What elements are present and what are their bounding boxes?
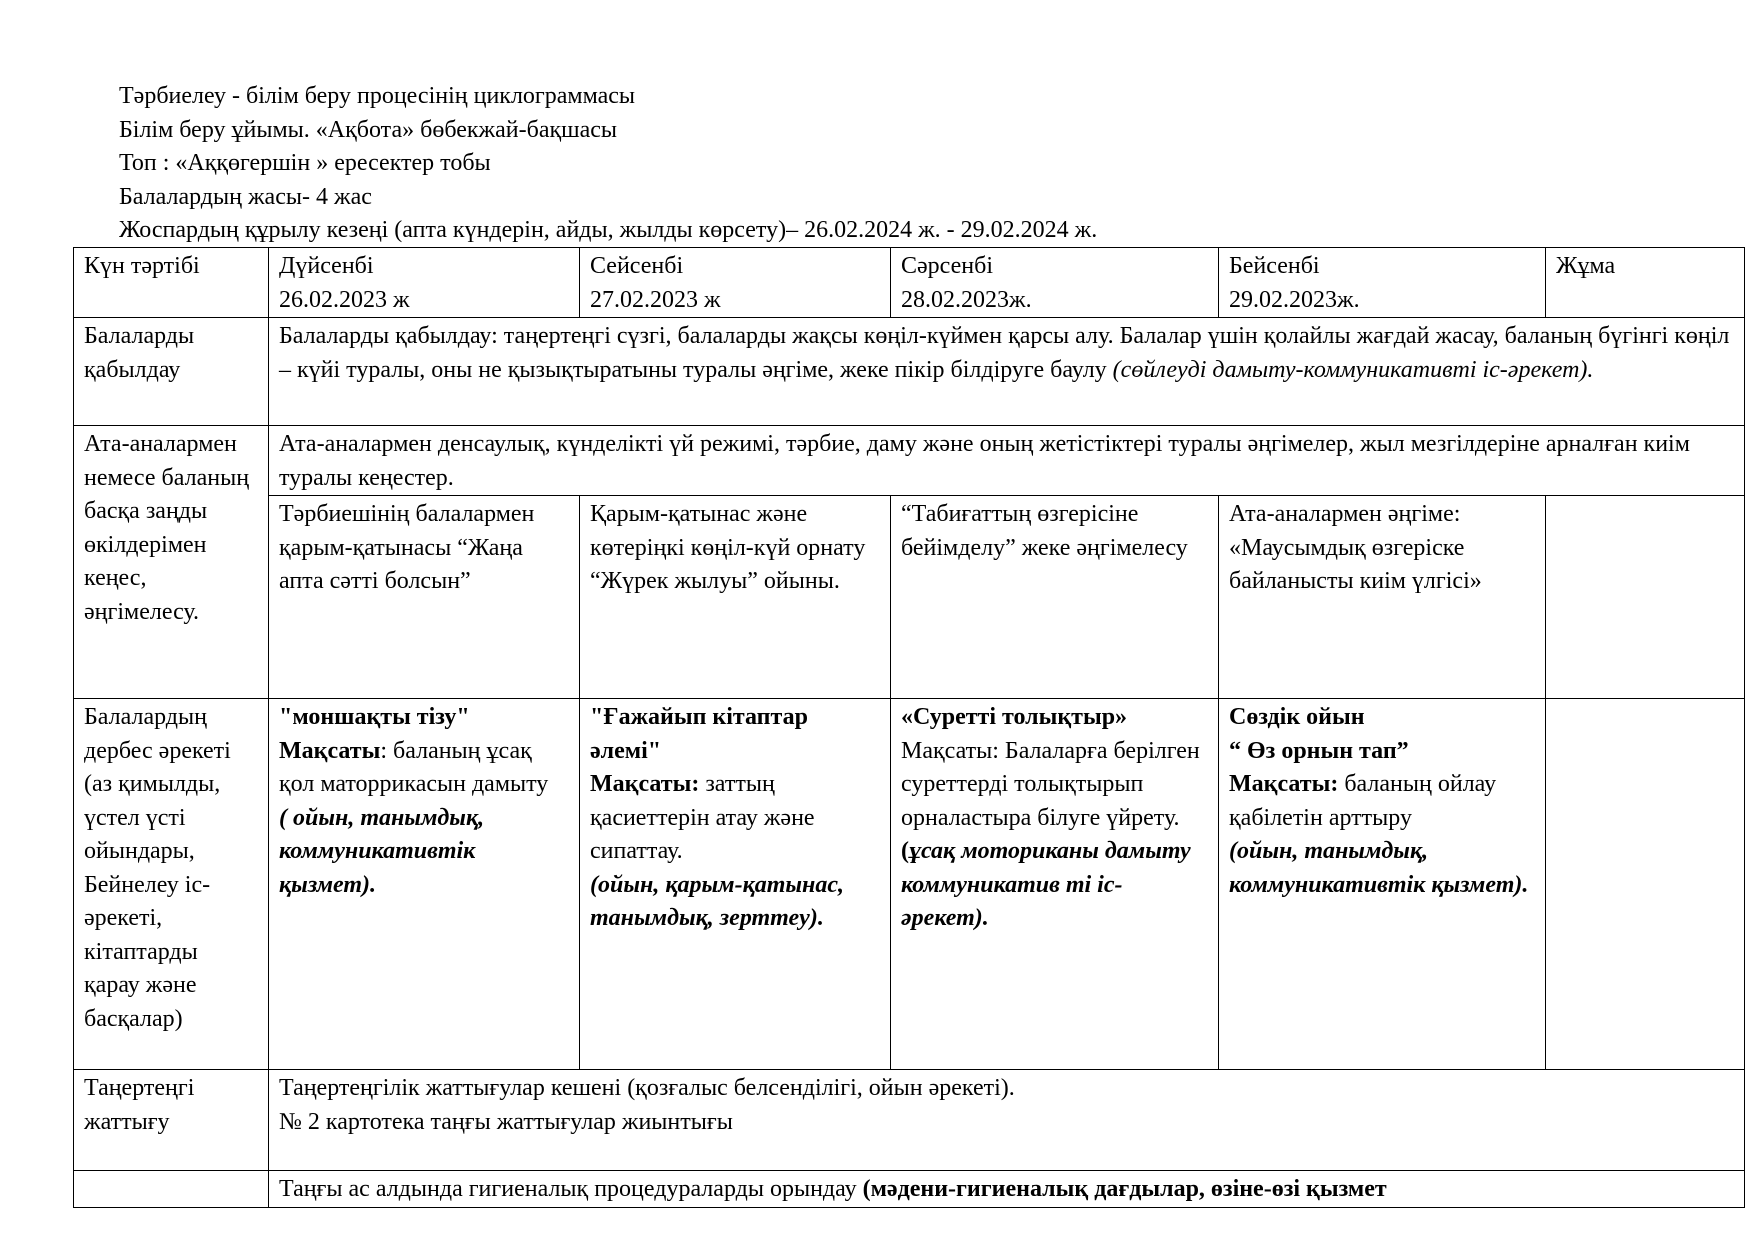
goal-label: Мақсаты (279, 737, 381, 764)
day-name: Дүйсенбі (279, 253, 374, 279)
activity-note: ұсақ моториканы дамыту коммуникатив ті іс-әрекет). (901, 838, 1191, 931)
parents-friday (1546, 496, 1745, 699)
header-cell-monday (269, 248, 580, 318)
parents-common-text: Ата-аналармен денсаулық, күнделікті үй режимі, тәрбие, даму және оның жетістіктері туралы әңгімелер, жыл мезгілдеріне арналған киім туралы кеңестер. (269, 426, 1745, 496)
table-row-hygiene (74, 1171, 1745, 1208)
note-open: ( (901, 838, 909, 864)
day-name: Сейсенбі (590, 253, 684, 279)
hygiene-text: Таңғы ас алдында гигиеналық процедураларды орындау (мәдени-гигиеналық дағдылар, өзіне-өзі қызмет (269, 1171, 1745, 1208)
goal-label: Мақсаты: (590, 771, 700, 797)
row-label-exercise: Таңертеңгі жаттығу (74, 1070, 269, 1171)
schedule-table (73, 247, 1745, 1208)
goal-text: : баланың ұсақ қол маторрикасын дамыту (279, 737, 549, 797)
header-title: Тәрбиелеу - білім беру процесінің циклограммасы (119, 83, 636, 109)
table-row-parents (74, 426, 1745, 496)
activity-title: «Суретті толықтыр» (901, 704, 1128, 730)
activity-note: (ойын, танымдық, коммуникативтік қызмет). (1229, 838, 1529, 898)
day-date: 27.02.2023 ж (590, 286, 721, 313)
row-label-parents: Ата-аналармен немесе баланың басқа заңды өкілдерімен кеңес, әңгімелесу. (74, 426, 269, 699)
activity-title: "Ғажайып кітаптар әлемі" (590, 704, 808, 764)
table-row-exercise (74, 1070, 1745, 1171)
table-row-activity (74, 699, 1745, 1070)
activity-monday (269, 699, 580, 1070)
day-name: Сәрсенбі (901, 253, 993, 279)
parents-wednesday: “Табиғаттың өзгерісіне бейімделу” жеке әңгімелесу (891, 496, 1219, 699)
row-label-hygiene (74, 1171, 269, 1208)
day-date: 28.02.2023ж. (901, 286, 1032, 313)
activity-note: (ойын, қарым-қатынас, танымдық, зерттеу). (590, 871, 845, 931)
parents-tuesday: Қарым-қатынас және көтеріңкі көңіл-күй орнату “Жүрек жылуы” ойыны. (580, 496, 891, 699)
goal-text: Мақсаты: Балаларға берілген суреттерді толықтырып орналастыра білуге үйрету. (901, 737, 1200, 831)
header-period: Жоспардың құрылу кезеңі (апта күндерін, айды, жылды көрсету)– 26.02.2024 ж. - 29.02.2024 ж. (119, 217, 1098, 243)
reception-note: (сөйлеуді дамыту-коммуникативті іс-әрекет). (1112, 356, 1594, 383)
activity-friday (1546, 699, 1745, 1070)
reception-text: Балаларды қабылдау: таңертеңгі сүзгі, балаларды жақсы көңіл-күймен қарсы алу. Балалар үшін қолайлы жағдай жасау, баланың бүгінгі көңіл – күйі туралы, оны не қызықтыратыны туралы әңгіме, жеке пікір білдіруге баулу (сөйлеуді дамыту-коммуникативті іс-әрекет). (269, 318, 1745, 426)
row-label-activity: Балалардың дербес әрекеті (аз қимылды, үстел үсті ойындары, Бейнелеу іс-әрекеті, кітаптарды қарау және басқалар) (74, 699, 269, 1070)
parents-monday: Тәрбиешінің балалармен қарым-қатынасы “Жаңа апта сәтті болсын” (269, 496, 580, 699)
hygiene-bold: (мәдени-гигиеналық дағдылар, өзіне-өзі қызмет (862, 1176, 1387, 1202)
header-cell-friday (1546, 248, 1745, 318)
exercise-text (269, 1070, 1745, 1171)
activity-thursday (1219, 699, 1546, 1070)
day-date: 26.02.2023 ж (279, 286, 410, 313)
goal-text: заттың қасиеттерін атау және сипаттау. (590, 771, 815, 864)
header-cell-thursday (1219, 248, 1546, 318)
day-name: Бейсенбі (1229, 253, 1320, 279)
exercise-line: Таңертеңгілік жаттығулар кешені (қозғалыс белсенділігі, ойын әрекеті). (279, 1075, 1015, 1101)
activity-wednesday (891, 699, 1219, 1070)
row-label-reception: Балаларды қабылдау (74, 318, 269, 426)
header-organization: Білім беру ұйымы. «Ақбота» бөбекжай-бақшасы (119, 116, 618, 143)
activity-tuesday (580, 699, 891, 1070)
table-row-parents-days (74, 496, 1745, 699)
parents-thursday: Ата-аналармен әңгіме: «Маусымдық өзгеріске байланысты киім үлгісі» (1219, 496, 1546, 699)
header-group: Топ : «Аққөгершін » ересектер тобы (119, 150, 491, 176)
day-name: Жұма (1556, 253, 1616, 279)
activity-title: "моншақты тізу" (279, 704, 470, 730)
header-cell-wednesday (891, 248, 1219, 318)
header-cell-tuesday (580, 248, 891, 318)
header-age: Балалардың жасы- 4 жас (119, 183, 372, 210)
day-date: 29.02.2023ж. (1229, 286, 1360, 313)
goal-text: баланың ойлау қабілетін арттыру (1229, 771, 1497, 831)
activity-title: Сөздік ойын (1229, 704, 1365, 730)
activity-subtitle: “ Өз орнын тап” (1229, 737, 1409, 764)
table-row-reception (74, 318, 1745, 426)
goal-label: Мақсаты: (1229, 771, 1339, 797)
table-header-row (74, 248, 1745, 318)
document-header (119, 80, 1097, 248)
header-cell-schedule: Күн тәртібі (74, 248, 269, 318)
exercise-line: № 2 картотека таңғы жаттығулар жиынтығы (279, 1108, 733, 1135)
activity-note: ( ойын, танымдық, коммуникативтік қызмет). (279, 804, 485, 898)
